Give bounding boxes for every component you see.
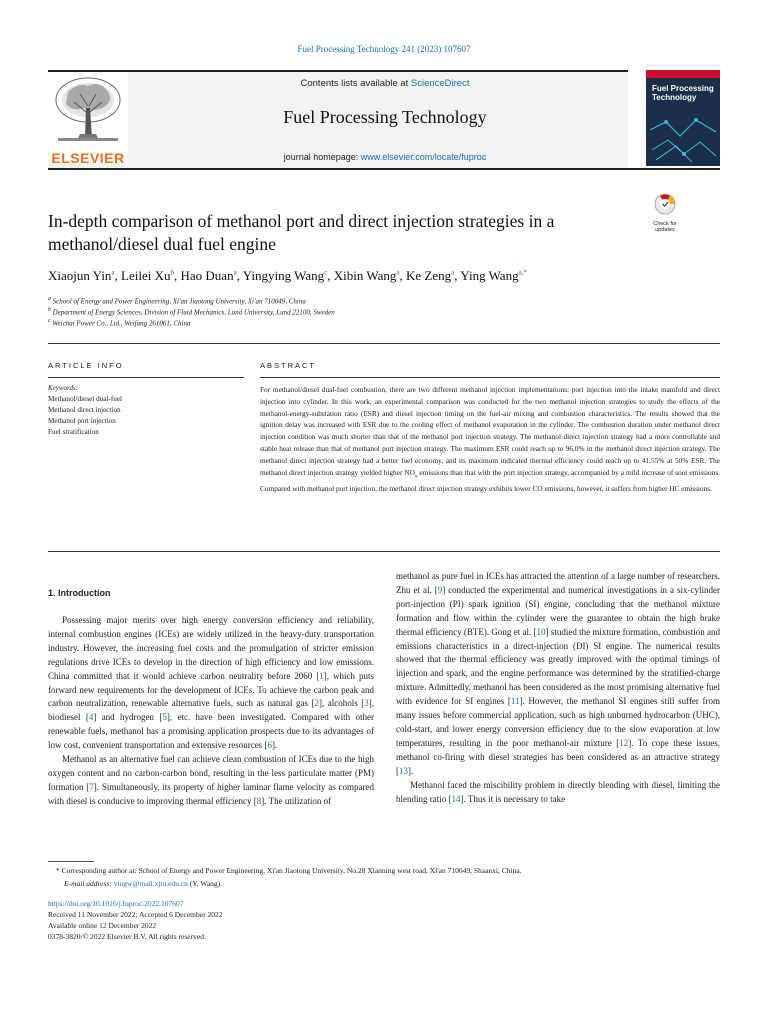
author-separator: , xyxy=(174,268,181,283)
body-text: Possessing major merits over high energy conversion efficiency and reliability, internal combustion engines (ICEs) are widely utilized in the heavy-duty transportation industry. However, the increasing fuel costs and the promulgation of stricter emission regulations drive ICEs to develop in the direction of high efficiency and low emissions. China committed that it would achieve carbon neutrality before 2060 [ xyxy=(48,615,374,681)
check-for-updates-badge[interactable] xyxy=(650,192,680,233)
abstract-part-1: For methanol/diesel dual-fuel combustion, there are two different methanol injection implementations: port injection into the intake manifold and direct injection into cylinder. In this work, an experimental comparison was conducted for the two methanol injection strategies to study the effects of the methanol-energy-substation ratio (ESR) and diesel injection timing on the fuel-air mixing and combustion characteristics. The results showed that the ignition delay was increased with ESR due to the cooling effect of methanol evaporation in the cylinder. The combustion duration under methanol direct injection condition was much shorter than that of the methanol port injection strategy. The methanol direct injection strategy had a more controllable and stable heat release than that of methanol port injection strategy. The maximum ESR could reach up to 96.0% in the methanol direct injection strategy. The methanol direct injection strategy had a better fuel economy, and its maximum indicated thermal efficiency could reach up to 41.55% at 50% ESR. The methanol direct injection strategy yielded higher NO xyxy=(260,385,720,477)
body-paragraph xyxy=(48,614,374,753)
body-text: ]. xyxy=(271,740,278,751)
keywords-label: Keywords: xyxy=(48,384,79,392)
body-text: ]. Thus it is necessary to take xyxy=(460,793,566,804)
body-text: ] and hydrogen [ xyxy=(93,712,163,723)
affiliation-text: Weichai Power Co., Ltd., Weifang 261061, China xyxy=(52,319,191,328)
author-name[interactable]: Hao Duan xyxy=(180,268,234,283)
body-paragraph xyxy=(48,753,374,809)
body-text: Methanol as an alternative fuel can achieve clean combustion of ICEs due to the high oxygen content and no carbon-carbon bond, resulting in the less particulate matter (PM) formation [ xyxy=(48,754,374,792)
elsevier-tree-icon xyxy=(48,72,128,148)
body-text: methanol as pure fuel in ICEs has attracted the attention of a large number of researchers. Zhu et al. [ xyxy=(396,571,720,595)
affiliation-mark: c xyxy=(48,318,51,324)
citation-link[interactable]: 4 xyxy=(88,712,94,723)
email-note xyxy=(48,879,736,888)
journal-name: Fuel Processing Technology xyxy=(283,107,487,127)
body-text: ], biodiesel [ xyxy=(48,698,374,723)
body-paragraph xyxy=(396,779,720,807)
citation-link[interactable]: 5 xyxy=(162,712,167,723)
affiliation-a xyxy=(48,296,688,305)
citation-link[interactable]: 9 xyxy=(437,584,443,595)
author-affiliation-mark[interactable]: a xyxy=(451,268,455,277)
elsevier-wordmark: ELSEVIER xyxy=(51,150,125,166)
citation-link[interactable]: 7 xyxy=(89,781,94,792)
author-name[interactable]: Xiaojun Yin xyxy=(48,268,112,283)
citation-link[interactable]: 12 xyxy=(619,737,629,748)
author-separator: , xyxy=(399,268,407,283)
citation-link[interactable]: 6 xyxy=(267,740,272,751)
footnote-star: * xyxy=(56,866,60,875)
affiliation-text: Department of Energy Sciences, Division of Fluid Mechanics, Lund University, Lund 22100, Sweden xyxy=(52,308,335,317)
citation-link[interactable]: 11 xyxy=(510,696,520,707)
check-for-updates-label: Check for updates xyxy=(653,221,677,233)
sciencedirect-link[interactable]: ScienceDirect xyxy=(410,78,470,89)
body-text: ], etc. have been investigated. Compared with other renewable fuels, methanol has a promising application prospects due to its advantages of low cost, convenient transportation and extensive resources [ xyxy=(48,712,374,751)
citation-link[interactable]: 10 xyxy=(536,626,546,637)
abstract-divider xyxy=(48,551,720,552)
affiliation-b xyxy=(48,307,688,316)
affiliation-mark: b xyxy=(48,307,51,313)
cover-title: Fuel Processing Technology xyxy=(652,84,714,102)
body-text: ]. xyxy=(408,765,414,776)
article-title: In-depth comparison of methanol port and direct injection strategies in a methanol/diesel dual fuel engine xyxy=(48,211,555,254)
abstract-part-2: emissions than that with the port injection strategy, accompanied by a mild increase of soot emissions. Compared with methanol port injection, the methanol direct injection strategy exhibits lower CO emissions, however, it suffers from higher HC emissions. xyxy=(260,467,720,493)
journal-reference[interactable]: Fuel Processing Technology 241 (2023) 107607 xyxy=(297,44,471,54)
body-text: ], alcohols [ xyxy=(318,698,365,709)
header-divider xyxy=(48,343,720,344)
author-name[interactable]: Ke Zeng xyxy=(406,268,452,283)
citation-link[interactable]: 3 xyxy=(364,698,369,709)
article-info-rule xyxy=(48,377,244,378)
body-text: ]. However, the methanol SI engines still suffer from many issues before commercial application, such as high unburned hydrocarbon (UHC), cold-start, and lower energy conversion efficiency due to the slow evaporation at low temperatures, resulting in the poor methanol-air mixture [ xyxy=(396,696,720,748)
author-affiliation-mark[interactable]: a xyxy=(233,268,237,277)
body-text: ], which puts forward new requirements for the development of ICEs. To achieve the carbon peak and carbon neutralization, renewable alternative fuels, such as natural gas [ xyxy=(48,670,374,709)
author-name[interactable]: Leilei Xu xyxy=(121,268,171,283)
author-separator: , xyxy=(327,268,334,283)
keyword-item: Methanol direct injection xyxy=(48,406,121,414)
body-paragraph xyxy=(396,570,720,779)
citation-link[interactable]: 8 xyxy=(256,795,262,806)
keyword-item: Methanol/diesel dual-fuel xyxy=(48,395,123,403)
received-dates: Received 11 November 2022; Accepted 6 December 2022 xyxy=(48,910,223,919)
body-text: ] conducted the experimental and numerical investigations in a six-cylinder port-injection (PI) spark ignition (SI) engine, concluding that the methanol mixture formation and flow within the cylinder were the guarantee to obtain the high brake thermal efficiency (BTE). Gong et al. [ xyxy=(396,584,720,637)
doi-text[interactable]: https://doi.org/10.1016/j.fuproc.2022.107607 xyxy=(48,899,184,908)
homepage-link[interactable]: www.elsevier.com/locate/fuproc xyxy=(360,152,487,162)
journal-homepage xyxy=(130,152,640,162)
homepage-prefix: journal homepage: xyxy=(283,152,361,162)
keyword-item: Methanol port injection xyxy=(48,417,116,425)
author-separator: , xyxy=(454,268,461,283)
author-affiliation-mark[interactable]: b xyxy=(170,268,175,277)
copyright: 0378-3820/© 2022 Elsevier B.V. All rights reserved. xyxy=(48,932,206,941)
right-column xyxy=(396,570,720,806)
body-text: ]. Simultaneously, its property of higher laminar flame velocity as compared with diesel is conducive to improving thermal efficiency [ xyxy=(48,781,374,806)
body-text: ] studied the mixture formation, combustion and emissions characteristics in a direct-injection (DI) SI engine. The numerical results showed that the thermal efficiency was greatly improved with the optimal timings of injection and spark, and the engine performance was determined by the stratified-charge mixture. Admittedly, methanol has been considered as the most promising alternative fuel with evidence for SI engines [ xyxy=(396,626,720,707)
left-column xyxy=(48,614,374,809)
author-separator: , xyxy=(236,268,243,283)
abstract-heading: ABSTRACT xyxy=(260,361,317,370)
author-separator: , xyxy=(114,268,122,283)
body-text: ]. To cope these issues, methanol co-firing with diesel strategies has been considered as an attractive strategy [ xyxy=(396,737,720,776)
contents-line xyxy=(130,78,640,89)
abstract-rule xyxy=(260,377,720,378)
body-text: Methanol faced the miscibility problem in directly blending with diesel, limiting the blending ratio [ xyxy=(396,779,720,804)
author-list xyxy=(48,268,708,284)
affiliation-text: School of Energy and Power Engineering, Xi'an Jiaotong University, Xi'an 710049, China xyxy=(52,297,306,306)
citation-link[interactable]: 2 xyxy=(314,698,319,709)
check-for-updates-icon xyxy=(650,192,680,216)
corresponding-author-note xyxy=(48,866,720,875)
author-affiliation-mark[interactable]: a,* xyxy=(518,268,527,277)
author-name[interactable]: Ying Wang xyxy=(460,268,519,283)
article-info-heading: ARTICLE INFO xyxy=(48,361,124,370)
affiliation-mark: a xyxy=(48,296,51,302)
citation-link[interactable]: 1 xyxy=(319,670,324,681)
citation-link[interactable]: 13 xyxy=(399,765,408,776)
author-affiliation-mark[interactable]: a xyxy=(111,268,115,277)
author-name[interactable]: Xibin Wang xyxy=(333,268,397,283)
email-label: E-mail address: xyxy=(64,879,114,888)
footnote-rule xyxy=(48,861,94,862)
contents-prefix: Contents lists available at xyxy=(300,78,411,89)
author-affiliation-mark[interactable]: c xyxy=(324,268,328,277)
email-suffix: (Y. Wang). xyxy=(187,879,223,888)
author-name[interactable]: Yingying Wang xyxy=(242,268,325,283)
masthead-rule xyxy=(48,168,720,170)
keyword-item: Fuel stratification xyxy=(48,428,99,436)
doi-link[interactable] xyxy=(48,899,183,910)
author-affiliation-mark[interactable]: a xyxy=(396,268,400,277)
affiliation-c xyxy=(48,318,688,327)
body-text: ]. The utilization of xyxy=(261,795,332,806)
corresponding-text: Corresponding author at: School of Energy and Power Engineering, Xi'an Jiaotong University, No.28 Xianning west road, Xi'an 710049, Shaanxi, China. xyxy=(59,866,522,875)
abstract-subscript: x xyxy=(414,474,418,480)
citation-link[interactable]: 14 xyxy=(451,793,461,804)
section-heading: 1. Introduction xyxy=(48,588,111,598)
journal-cover[interactable] xyxy=(646,70,720,166)
available-online: Available online 12 December 2022 xyxy=(48,921,157,930)
abstract-text xyxy=(260,384,720,495)
email-link[interactable]: yingw@mail.xjtu.edu.cn xyxy=(113,879,188,888)
